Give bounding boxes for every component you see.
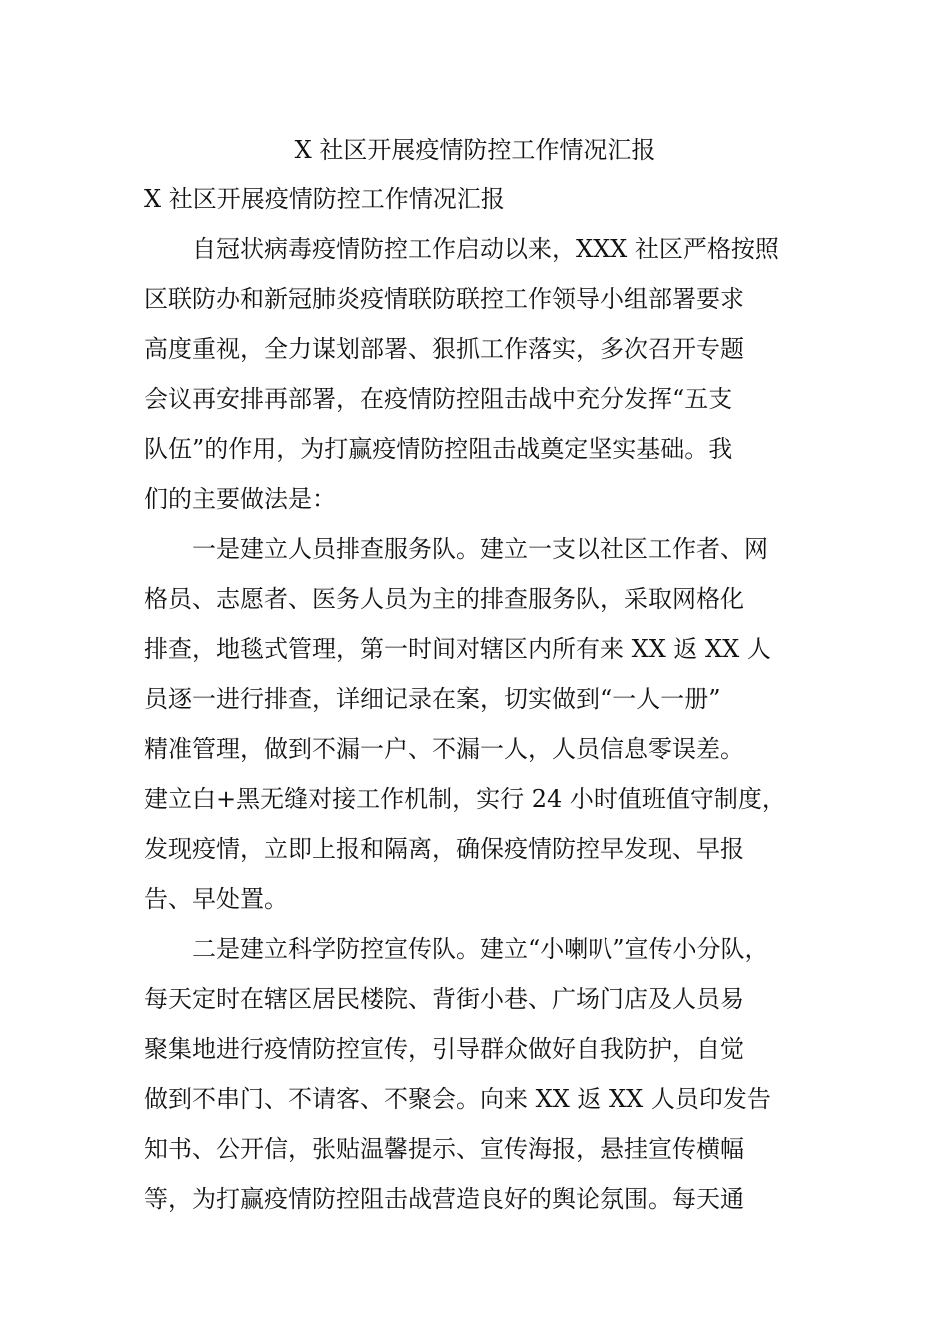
text-line: 们的主要做法是： — [144, 485, 336, 513]
text-line: 等，为打赢疫情防控阻击战营造良好的舆论氛围。每天通 — [144, 1185, 744, 1213]
text-line: 格员、志愿者、医务人员为主的排查服务队，采取网格化 — [144, 585, 744, 613]
paragraph-1 — [144, 232, 814, 532]
document-body — [144, 232, 814, 1232]
paragraph-3 — [144, 932, 814, 1232]
text-line: 每天定时在辖区居民楼院、背街小巷、广场门店及人员易 — [144, 985, 744, 1013]
text-line: 告、早处置。 — [144, 885, 288, 913]
text-line: 建立白+黑无缝对接工作机制，实行 24 小时值班值守制度， — [144, 785, 786, 813]
text-line: 二是建立科学防控宣传队。建立“小喇叭”宣传小分队， — [144, 935, 769, 963]
text-line: 会议再安排再部署，在疫情防控阻击战中充分发挥“五支 — [144, 385, 733, 413]
text-line: 一是建立人员排查服务队。建立一支以社区工作者、网 — [144, 535, 768, 563]
text-line: 员逐一进行排查，详细记录在案，切实做到“一人一册” — [144, 685, 721, 713]
text-line: 精准管理，做到不漏一户、不漏一人，人员信息零误差。 — [144, 735, 744, 763]
document-subtitle: X 社区开展疫情防控工作情况汇报 — [144, 185, 505, 213]
text-line: 排查，地毯式管理，第一时间对辖区内所有来 XX 返 XX 人 — [144, 635, 771, 663]
document-title: X 社区开展疫情防控工作情况汇报 — [294, 136, 656, 164]
text-line: 自冠状病毒疫情防控工作启动以来，XXX 社区严格按照 — [144, 235, 779, 263]
text-line: 队伍”的作用，为打赢疫情防控阻击战奠定坚实基础。我 — [144, 435, 733, 463]
text-line: 聚集地进行疫情防控宣传，引导群众做好自我防护，自觉 — [144, 1035, 744, 1063]
text-line: 高度重视，全力谋划部署、狠抓工作落实，多次召开专题 — [144, 335, 744, 363]
text-line: 知书、公开信，张贴温馨提示、宣传海报，悬挂宣传横幅 — [144, 1135, 744, 1163]
text-line: 发现疫情，立即上报和隔离，确保疫情防控早发现、早报 — [144, 835, 744, 863]
paragraph-2 — [144, 532, 814, 932]
text-line: 做到不串门、不请客、不聚会。向来 XX 返 XX 人员印发告 — [144, 1085, 771, 1113]
text-line: 区联防办和新冠肺炎疫情联防联控工作领导小组部署要求 — [144, 285, 744, 313]
